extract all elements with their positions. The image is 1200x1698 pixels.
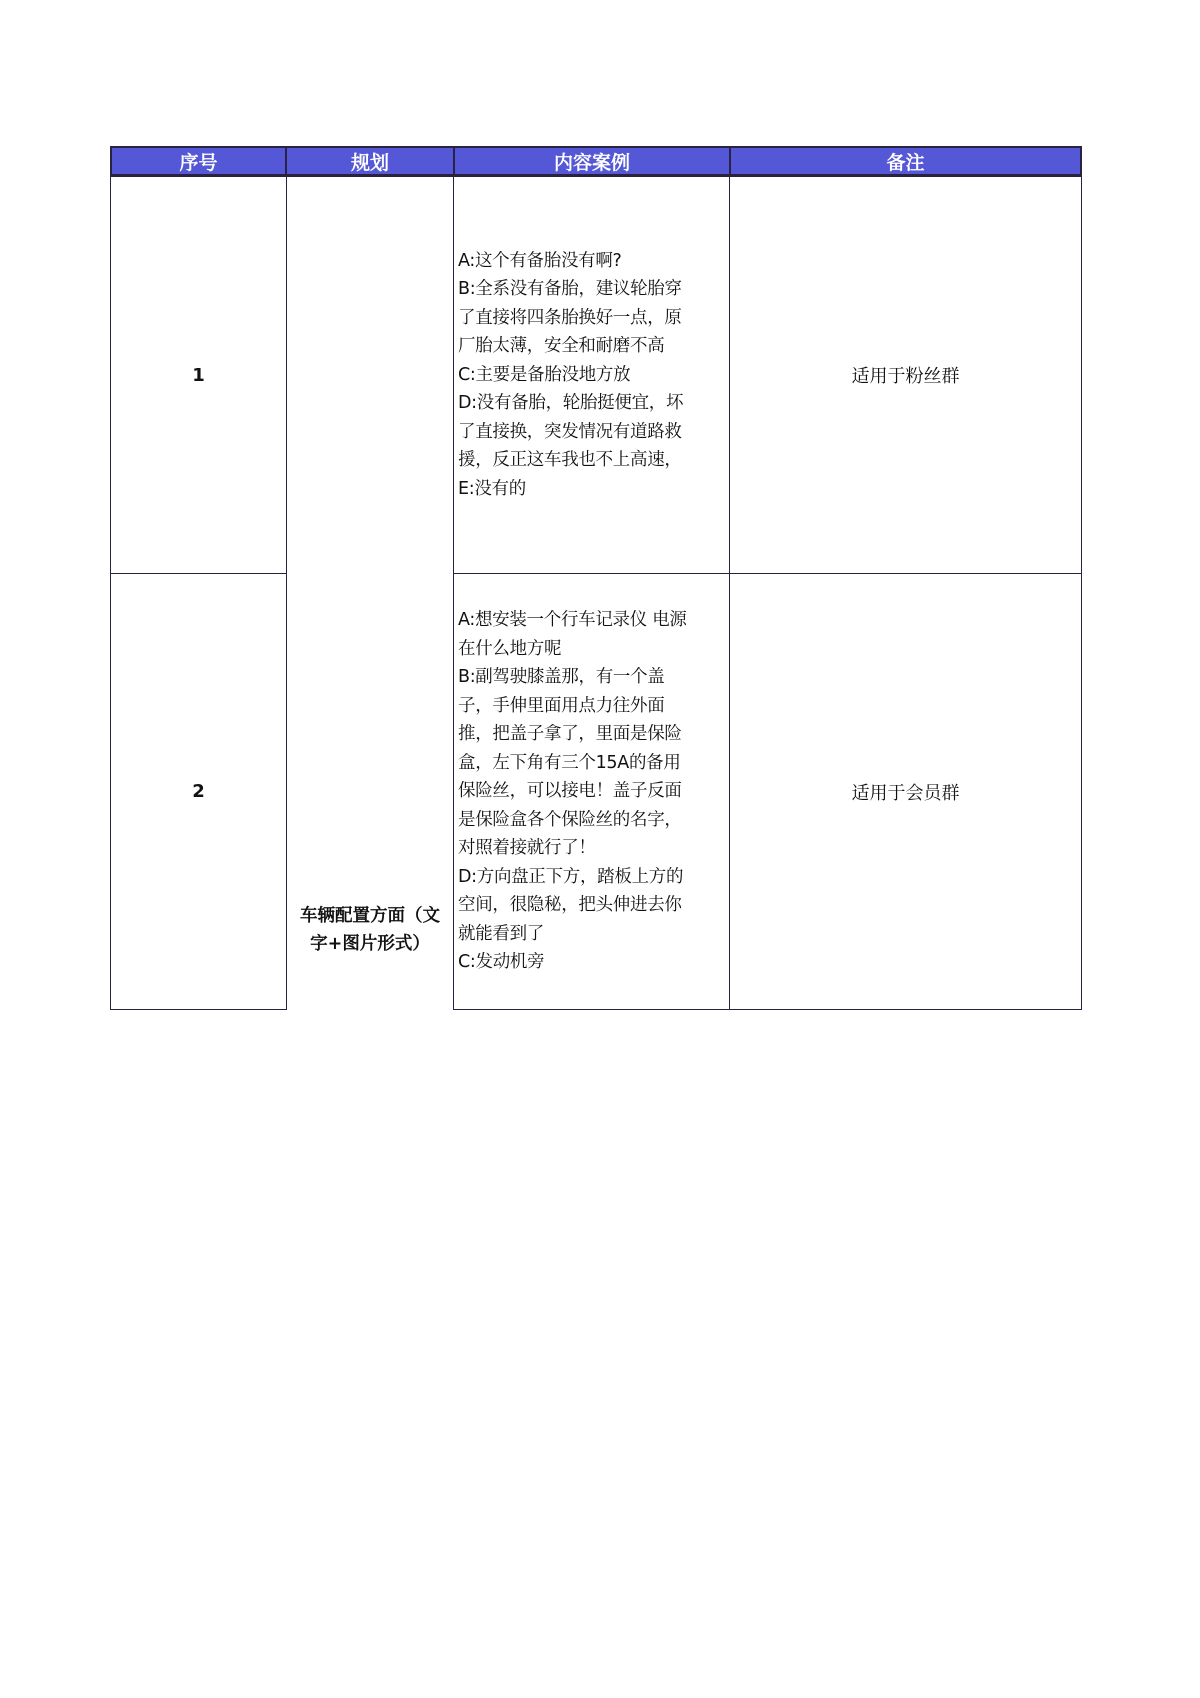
content-line: 了直接换，突发情况有道路救 xyxy=(458,421,682,442)
row-index-value: 1 xyxy=(192,364,205,386)
header-plan: 规划 xyxy=(285,146,455,176)
content-line: 就能看到了 xyxy=(458,923,544,944)
header-note: 备注 xyxy=(729,146,1082,176)
content-line: 对照着接就行了！ xyxy=(458,838,596,859)
row-2-index xyxy=(110,573,287,1010)
content-line: 援，反正这车我也不上高速， xyxy=(458,450,682,471)
content-line: A:想安装一个行车记录仪 电源 xyxy=(458,610,687,631)
content-line: 子，手伸里面用点力往外面 xyxy=(458,695,665,716)
content-line: B:全系没有备胎，建议轮胎穿 xyxy=(458,279,682,300)
row-1-content xyxy=(453,176,731,574)
note-value: 适用于粉丝群 xyxy=(851,366,960,387)
row-1-note xyxy=(729,176,1082,574)
row-2-content xyxy=(453,573,731,1010)
content-line: 在什么地方呢 xyxy=(458,638,562,659)
plan-label-line1: 车辆配置方面（文 xyxy=(300,906,440,926)
content-line: 空间，很隐秘，把头伸进去你 xyxy=(458,895,682,916)
content-line: 厂胎太薄，安全和耐磨不高 xyxy=(458,336,665,357)
content-line: C:发动机旁 xyxy=(458,952,545,973)
content-line: D:方向盘正下方，踏板上方的 xyxy=(458,866,684,887)
row-2-note xyxy=(729,573,1082,1010)
content-line: 盒，左下角有三个15A的备用 xyxy=(458,752,681,773)
content-line: D:没有备胎，轮胎挺便宜，坏 xyxy=(458,393,684,414)
content-line: E:没有的 xyxy=(458,478,526,499)
content-line: 保险丝，可以接电！盖子反面 xyxy=(458,781,682,802)
row-1-index xyxy=(110,176,287,574)
note-value: 适用于会员群 xyxy=(851,782,960,804)
header-index: 序号 xyxy=(110,146,287,176)
content-line: 了直接将四条胎换好一点，原 xyxy=(458,307,682,328)
header-content-example: 内容案例 xyxy=(453,146,731,176)
plan-label-line2: 字+图片形式） xyxy=(310,934,430,954)
row-index-value: 2 xyxy=(192,781,205,802)
content-line: 推，把盖子拿了，里面是保险 xyxy=(458,724,682,745)
content-line: A:这个有备胎没有啊? xyxy=(458,250,622,271)
plan-cell xyxy=(285,176,455,1010)
content-line: 是保险盒各个保险丝的名字， xyxy=(458,809,682,830)
content-line: B:副驾驶膝盖那，有一个盖 xyxy=(458,667,665,688)
content-line: C:主要是备胎没地方放 xyxy=(458,364,631,385)
